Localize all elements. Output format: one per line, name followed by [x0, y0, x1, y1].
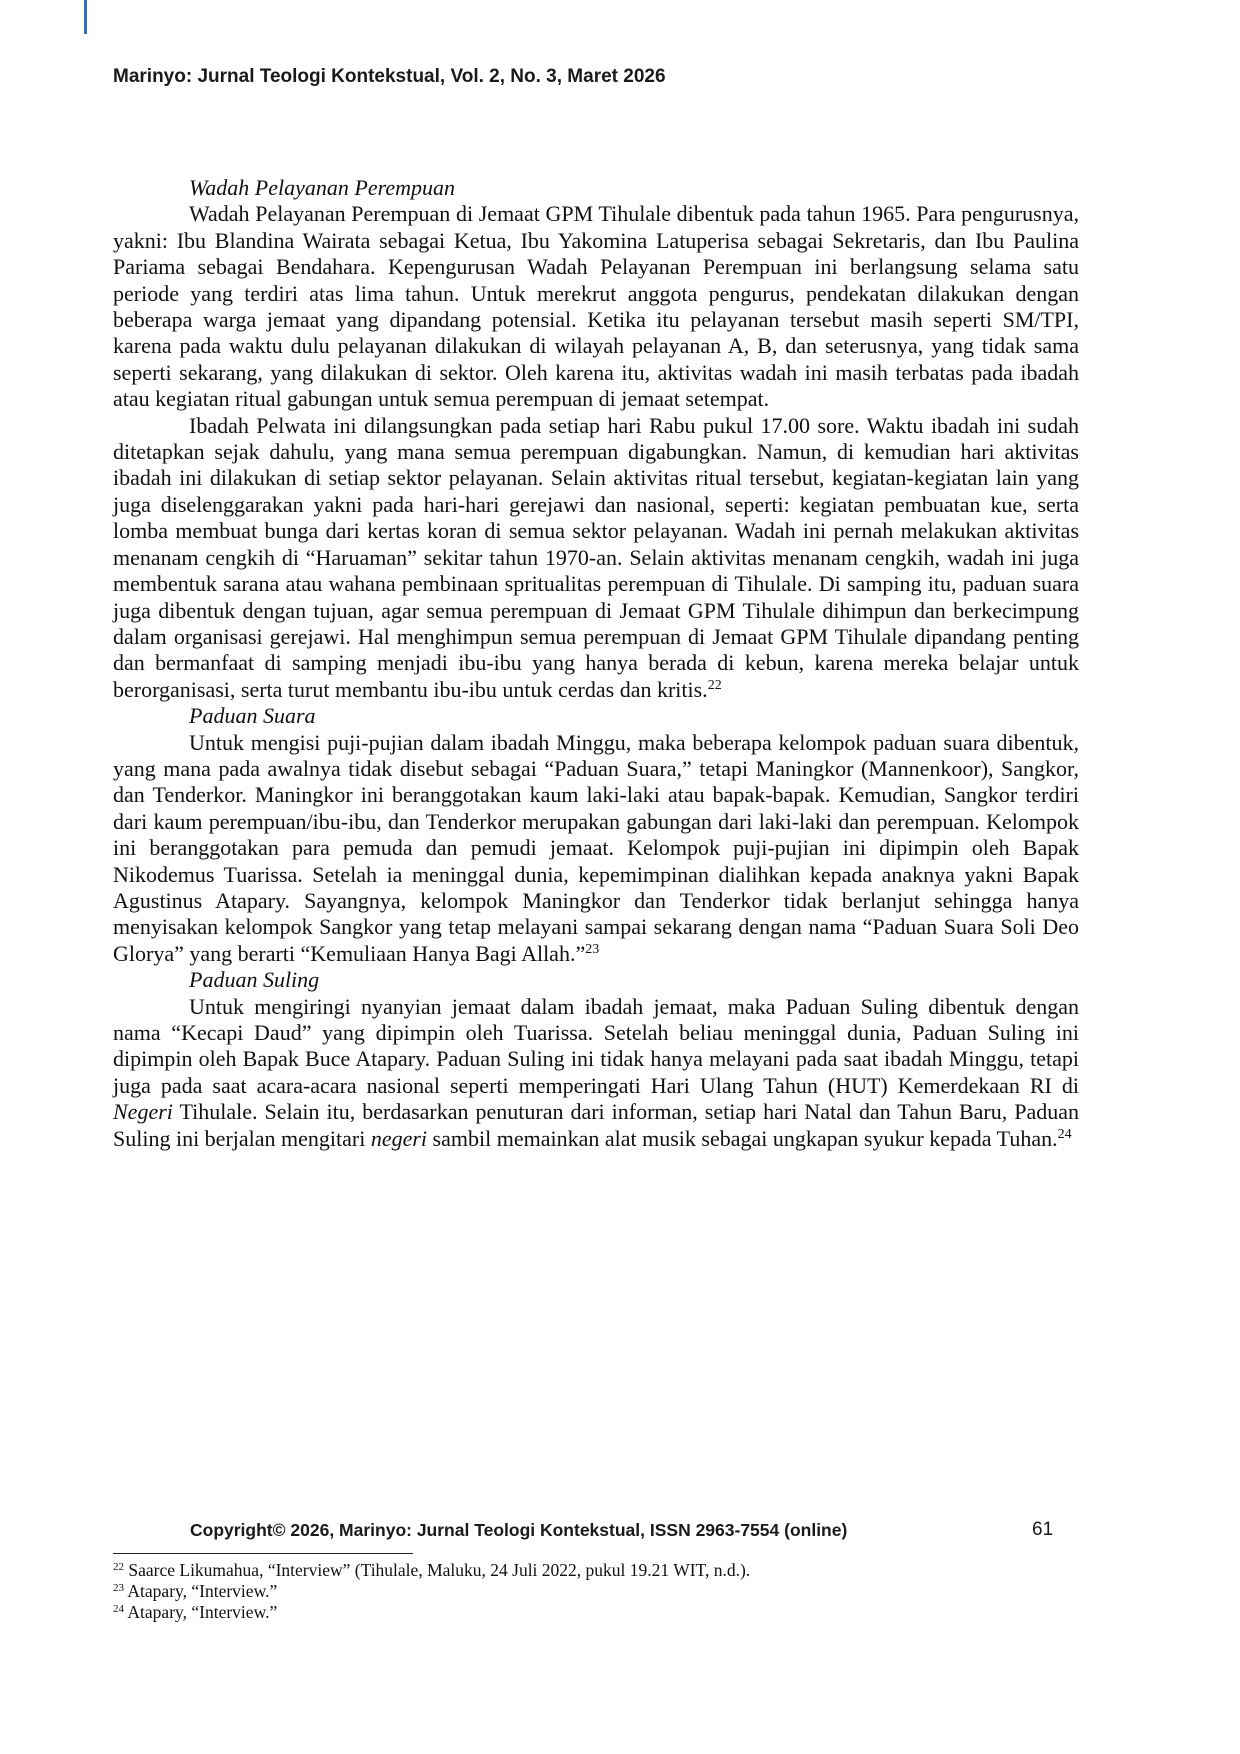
footnote-23 — [113, 1581, 1079, 1602]
footnote-divider — [113, 1553, 413, 1554]
paragraph — [113, 201, 1079, 412]
running-head: Marinyo: Jurnal Teologi Kontekstual, Vol. 2, No. 3, Maret 2026 — [113, 66, 666, 87]
italic-term: Negeri — [113, 1099, 173, 1125]
footnote-ref[interactable]: 24 — [1057, 1126, 1072, 1142]
footnote-24 — [113, 1602, 1079, 1623]
footnotes — [113, 1560, 1079, 1623]
article-body — [113, 175, 1079, 1152]
page-number: 61 — [1032, 1519, 1054, 1540]
paragraph-text: Tihulale. Selain itu, berdasarkan penuturan dari informan, setiap hari Natal dan Tahun Baru, Paduan Suling ini berjalan mengitari — [113, 1099, 1079, 1151]
paragraph-text: sambil memainkan alat musik sebagai ungkapan syukur kepada Tuhan. — [427, 1125, 1058, 1151]
footnote-ref[interactable]: 22 — [707, 677, 722, 693]
paragraph — [113, 413, 1079, 703]
footnote-number: 22 — [113, 1561, 124, 1573]
paragraph — [113, 730, 1079, 968]
footnote-ref[interactable]: 23 — [585, 941, 600, 957]
section-heading-wadah-pelayanan-perempuan: Wadah Pelayanan Perempuan — [189, 175, 455, 200]
footnote-number: 23 — [113, 1582, 124, 1594]
footnote-text: Saarce Likumahua, “Interview” (Tihulale, Maluku, 24 Juli 2022, pukul 19.21 WIT, n.d.). — [124, 1560, 751, 1580]
footnote-text: Atapary, “Interview.” — [124, 1581, 278, 1601]
paragraph-text: Untuk mengiringi nyanyian jemaat dalam ibadah jemaat, maka Paduan Suling dibentuk dengan nama “Kecapi Daud” yang dipimpin oleh Tuarissa. Setelah beliau meninggal dunia, Paduan Suling ini dipimpin oleh Bapak Buce Atapary. Paduan Suling ini tidak hanya melayani pada saat ibadah Minggu, tetapi juga pada saat acara-acara nasional seperti memperingati Hari Ulang Tahun (HUT) Kemerdekaan RI di — [113, 993, 1079, 1098]
accent-rule — [84, 0, 87, 34]
footnote-text: Atapary, “Interview.” — [124, 1602, 278, 1622]
paragraph-text: Ibadah Pelwata ini dilangsungkan pada setiap hari Rabu pukul 17.00 sore. Waktu ibadah ini sudah ditetapkan sejak dahulu, yang mana semua perempuan digabungkan. Namun, di kemudian hari aktivitas ibadah ini dilakukan di setiap sektor pelayanan. Selain aktivitas ritual tersebut, kegiatan-kegiatan lain yang juga diselenggarakan yakni pada hari-hari gerejawi dan nasional, seperti: kegiatan pembuatan kue, serta lomba membuat bunga dari kertas koran di semua sektor pelayanan. Wadah ini pernah melakukan aktivitas menanam cengkih di “Haruaman” sekitar tahun 1970-an. Selain aktivitas menanam cengkih, wadah ini juga membentuk sarana atau wahana pembinaan spritualitas perempuan di Tihulale. Di samping itu, paduan suara juga dibentuk dengan tujuan, agar semua perempuan di Jemaat GPM Tihulale dihimpun dan berkecimpung dalam organisasi gerejawi. Hal menghimpun semua perempuan di Jemaat GPM Tihulale dipandang penting dan bermanfaat di samping menjadi ibu-ibu yang hanya berada di kebun, karena mereka belajar untuk berorganisasi, serta turut membantu ibu-ibu untuk cerdas dan kritis. — [113, 412, 1079, 702]
section-heading-paduan-suling: Paduan Suling — [189, 967, 320, 993]
section-heading-paduan-suara: Paduan Suara — [189, 703, 316, 729]
footnote-number: 24 — [113, 1603, 124, 1615]
paragraph — [113, 994, 1079, 1152]
copyright-footer: Copyright© 2026, Marinyo: Jurnal Teologi Kontekstual, ISSN 2963-7554 (online) — [190, 1520, 848, 1540]
italic-term: negeri — [370, 1125, 428, 1151]
paragraph-text: Untuk mengisi puji-pujian dalam ibadah Minggu, maka beberapa kelompok paduan suara dibentuk, yang mana pada awalnya tidak disebut sebagai “Paduan Suara,” tetapi Maningkor (Mannenkoor), Sangkor, dan Tenderkor. Maningkor ini beranggotakan kaum laki-laki atau bapak-bapak. Kemudian, Sangkor terdiri dari kaum perempuan/ibu-ibu, dan Tenderkor merupakan gabungan dari laki-laki dan perempuan. Kelompok ini beranggotakan para pemuda dan pemudi jemaat. Kelompok puji-pujian ini dipimpin oleh Bapak Nikodemus Tuarissa. Setelah ia meninggal dunia, kepemimpinan dialihkan kepada anaknya yakni Bapak Agustinus Atapary. Sayangnya, kelompok Maningkor dan Tenderkor tidak berlanjut sehingga hanya menyisakan kelompok Sangkor yang tetap melayani sampai sekarang dengan nama “Paduan Suara Soli Deo Glorya” yang berarti “Kemuliaan Hanya Bagi Allah.” — [113, 729, 1079, 966]
footnote-22 — [113, 1560, 1079, 1581]
paragraph-text: Wadah Pelayanan Perempuan di Jemaat GPM Tihulale dibentuk pada tahun 1965. Para pengurusnya, yakni: Ibu Blandina Wairata sebagai Ketua, Ibu Yakomina Latuperisa sebagai Sekretaris, dan Ibu Paulina Pariama sebagai Bendahara. Kepengurusan Wadah Pelayanan Perempuan ini berlangsung selama satu periode yang terdiri atas lima tahun. Untuk merekrut anggota pengurus, pendekatan dilakukan dengan beberapa warga jemaat yang dipandang potensial. Ketika itu pelayanan tersebut masih seperti SM/TPI, karena pada waktu dulu pelayanan dilakukan di wilayah pelayanan A, B, dan seterusnya, yang tidak sama seperti sekarang, yang dilakukan di sektor. Oleh karena itu, aktivitas wadah ini masih terbatas pada ibadah atau kegiatan ritual gabungan untuk semua perempuan di jemaat setempat. — [113, 201, 1079, 412]
